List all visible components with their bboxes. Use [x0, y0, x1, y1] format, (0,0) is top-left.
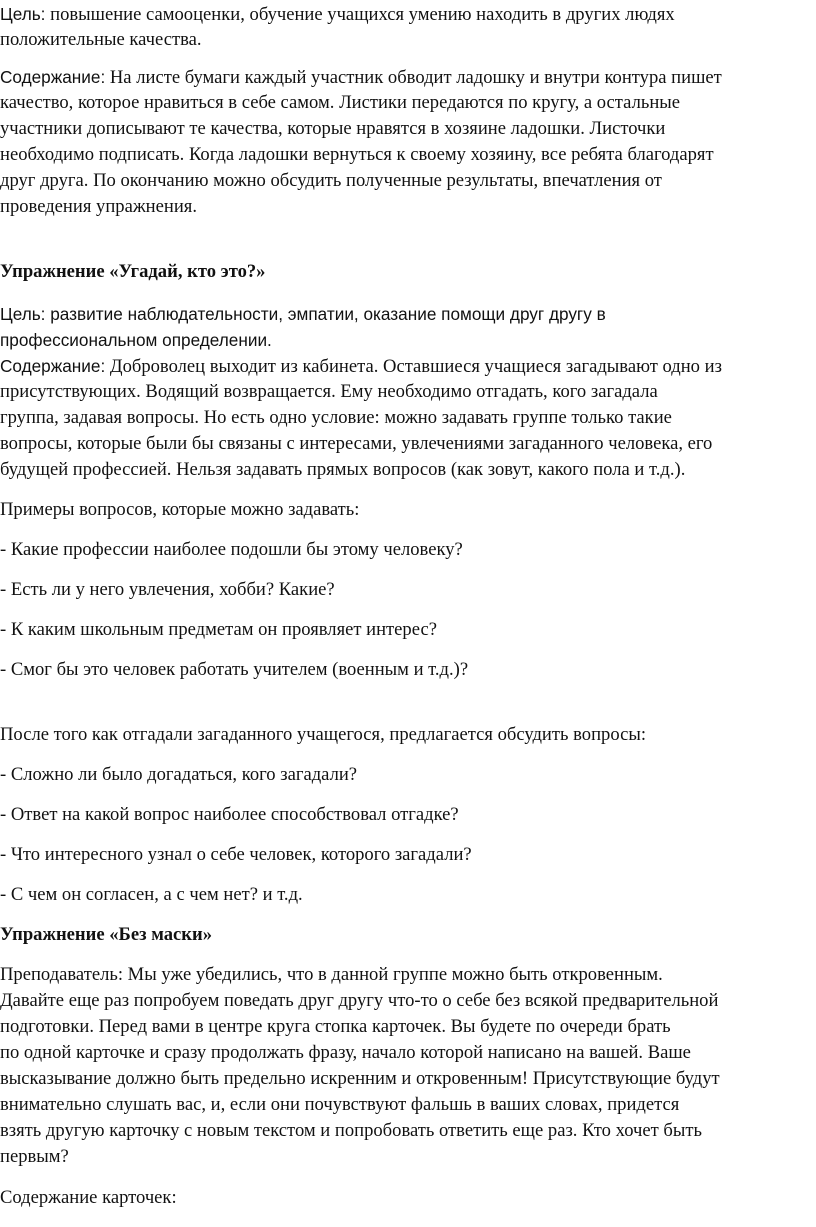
- discussion-question-4: - С чем он согласен, а с чем нет? и т.д.: [0, 884, 303, 905]
- goal-label: Цель:: [0, 4, 46, 24]
- discussion-intro: После того как отгадали загаданного учащегося, предлагается обсудить вопросы:: [0, 724, 647, 745]
- examples-intro: Примеры вопросов, которые можно задавать:: [0, 499, 360, 520]
- content-line-6: проведения упражнения.: [0, 196, 197, 217]
- content2-line-2: присутствующих. Водящий возвращается. Ему необходимо отгадать, кого загадала: [0, 381, 658, 402]
- content-label: Содержание:: [0, 67, 106, 87]
- example-question-2: - Есть ли у него увлечения, хобби? Какие?: [0, 579, 335, 600]
- exercise-heading-no-mask: Упражнение «Без маски»: [0, 924, 213, 945]
- content2-line-3: группа, задавая вопросы. Но есть одно условие: можно задавать группе только такие: [0, 407, 672, 428]
- goal2-line-1: Цель: развитие наблюдательности, эмпатии, оказание помощи друг другу в: [0, 304, 606, 324]
- teacher-line-6: внимательно слушать вас, и, если они почувствуют фальшь в ваших словах, придется: [0, 1094, 680, 1115]
- exercise-heading-guess: Упражнение «Угадай, кто это?»: [0, 261, 266, 282]
- example-question-3: - К каким школьным предметам он проявляет интерес?: [0, 619, 437, 640]
- teacher-line-5: высказывание должно быть предельно искренним и откровенным! Присутствующие будут: [0, 1068, 720, 1089]
- content-line-2: качество, которое нравиться в себе самом. Листики передаются по кругу, а остальные: [0, 92, 681, 113]
- teacher-line-4: по одной карточке и сразу продолжать фразу, начало которой написано на вашей. Ваше: [0, 1042, 691, 1063]
- content2-line-1: [0, 353, 722, 380]
- goal2-line-2: профессиональном определении.: [0, 330, 272, 350]
- content-line-3: участники дописывают те качества, которые нравятся в хозяине ладошки. Листочки: [0, 118, 666, 139]
- example-question-1: - Какие профессии наиболее подошли бы этому человеку?: [0, 539, 463, 560]
- goal-line-2: положительные качества.: [0, 29, 202, 50]
- teacher-line-2: Давайте еще раз попробуем поведать друг другу что-то о себе без всякой предварительной: [0, 990, 719, 1011]
- example-question-4: - Смог бы это человек работать учителем (военным и т.д.)?: [0, 659, 469, 680]
- goal-text: повышение самооценки, обучение учащихся умению находить в других людях: [45, 4, 675, 25]
- teacher-line-8: первым?: [0, 1146, 69, 1167]
- content2-text: Доброволец выходит из кабинета. Оставшиеся учащиеся загадывают одно из: [105, 356, 722, 377]
- teacher-line-3: подготовки. Перед вами в центре круга стопка карточек. Вы будете по очереди брать: [0, 1016, 671, 1037]
- content-line-1: [0, 64, 722, 91]
- content2-label: Содержание:: [0, 356, 106, 376]
- content-line-4: необходимо подписать. Когда ладошки вернуться к своему хозяину, все ребята благодарят: [0, 144, 714, 165]
- cards-content-heading: Содержание карточек:: [0, 1187, 177, 1208]
- content2-line-5: будущей профессией. Нельзя задавать прямых вопросов (как зовут, какого пола и т.д.).: [0, 459, 686, 480]
- teacher-line-7: взять другую карточку с новым текстом и попробовать ответить еще раз. Кто хочет быть: [0, 1120, 702, 1141]
- goal-line-1: [0, 1, 675, 28]
- discussion-question-1: - Сложно ли было догадаться, кого загадали?: [0, 764, 358, 785]
- content2-line-4: вопросы, которые были бы связаны с интересами, увлечениями загаданного человека, его: [0, 433, 713, 454]
- content-line-5: друг друга. По окончанию можно обсудить полученные результаты, впечатления от: [0, 170, 662, 191]
- discussion-question-3: - Что интересного узнал о себе человек, которого загадали?: [0, 844, 472, 865]
- content-text: На листе бумаги каждый участник обводит ладошку и внутри контура пишет: [105, 67, 722, 88]
- discussion-question-2: - Ответ на какой вопрос наиболее способствовал отгадке?: [0, 804, 459, 825]
- teacher-line-1: Преподаватель: Мы уже убедились, что в данной группе можно быть откровенным.: [0, 964, 663, 985]
